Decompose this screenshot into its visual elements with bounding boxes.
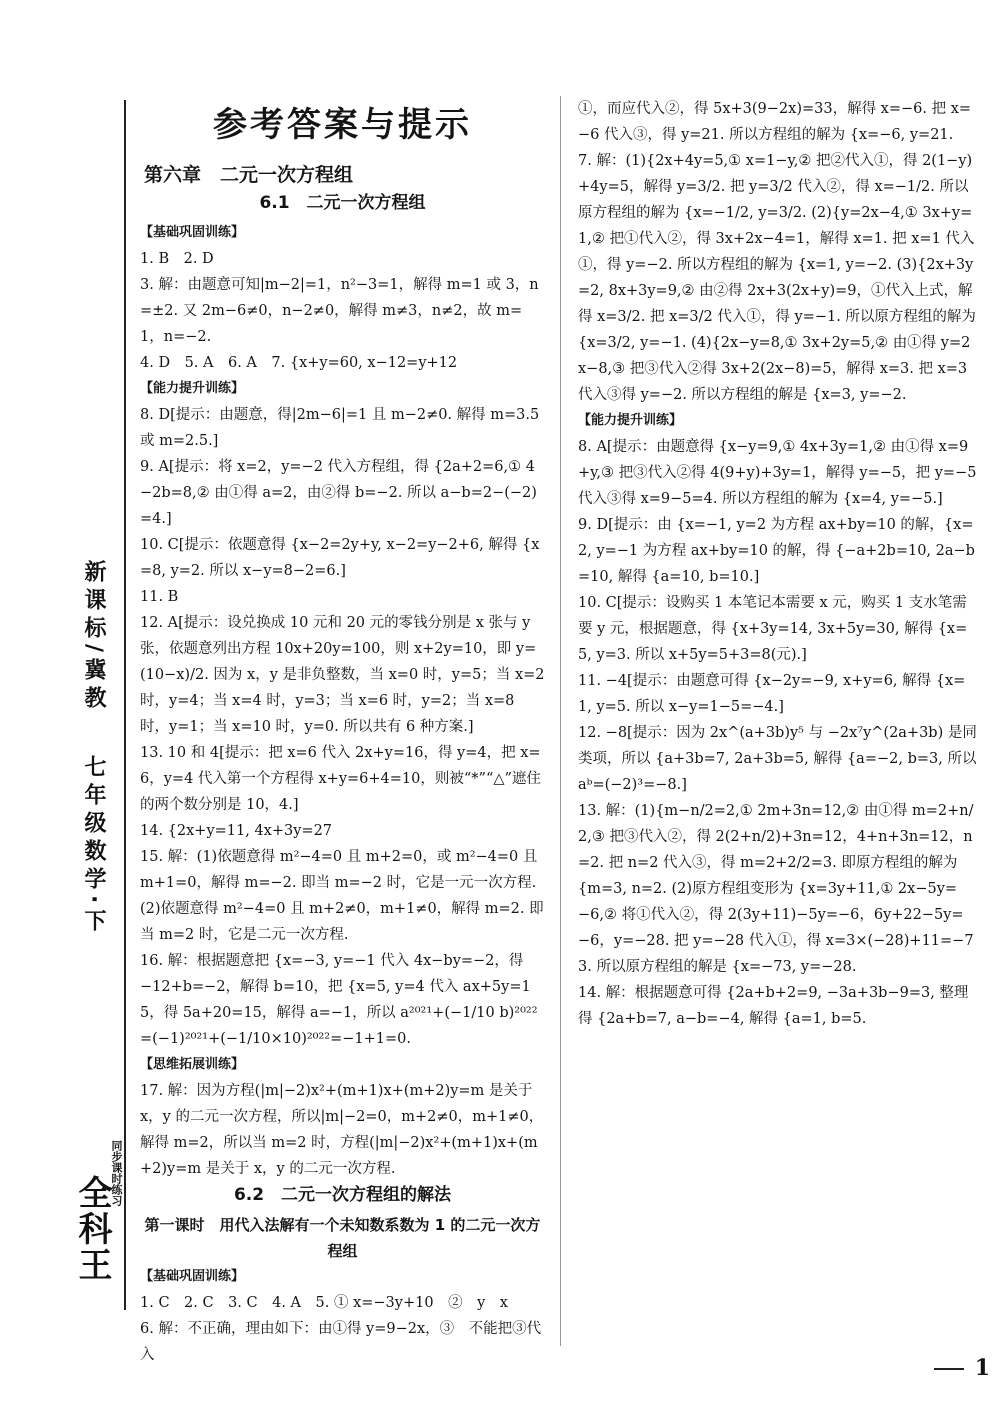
section-heading: 6.2 二元一次方程组的解法 — [233, 1185, 452, 1205]
answer-item: 15. 解：(1)依题意得 m²−4=0 且 m+2=0，或 m²−4=0 且 m+1=0，解得 m=−2. 即当 m=−2 时，它是一元一次方程. (2)依题意得 m²−4=0 且 m+2≠0，m+1≠0，解得 m=2. 即当 m=2 时，它是二元一次方程. — [140, 849, 544, 943]
answer-item: 7. 解：(1){2x+4y=5,① x=1−y,② 把②代入①，得 2(1−y)+4y=5，解得 y=3/2. 把 y=3/2 代入②，得 x=−1/2. 所以原方程组的解为 {x=−1/2, y=3/2. (2){y=2x−4,① 3x+y=1,② 把①代入②，得 3x+2x−4=1，解得 x=1. 把 x=1 代入①，得 y=−2. 所以方程组的解为 {x=1, y=−2. (3){2x+3y=2, 8x+3y=9,② 由②得 2x+3(2x+y)=9，①代入上式，解得 x=3/2. 把 x=3/2 代入①，得 y=−1. 所以原方程组的解为 {x=3/2, y=−1. (4){2x−y=8,① 3x+2y=5,② 由①得 y=2x−8,③ 把③代入②得 3x+2(2x−8)=5，解得 x=3. 把 x=3 代入③得 y=−2. 所以方程组的解是 {x=3, y=−2. — [578, 153, 976, 403]
answer-item: 3. 解：由题意可知|m−2|=1，n²−3=1，解得 m=1 或 3，n=±2. 又 2m−6≠0，n−2≠0，解得 m≠3，n≠2，故 m=1，n=−2. — [140, 277, 539, 345]
answer-item: 1. B 2. D — [140, 251, 214, 267]
left-column — [140, 100, 545, 1368]
spine-series: 新课标/冀教 — [81, 560, 106, 715]
answer-item: 10. C[提示：设购买 1 本笔记本需要 x 元，购买 1 支水笔需要 y 元，根据题意，得 {x+3y=14, 3x+5y=30, 解得 {x=5, y=3. 所以 x+5y=5+3=8(元).] — [578, 595, 968, 663]
answer-item: 14. {2x+y=11, 4x+3y=27 — [140, 823, 333, 839]
answer-item: 16. 解：根据题意把 {x=−3, y=−1 代入 4x−by=−2，得 −12+b=−2，解得 b=10，把 {x=5, y=4 代入 ax+5y=15，得 5a+20=15，解得 a=−1，所以 a²⁰²¹+(−1/10 b)²⁰²²=(−1)²⁰²¹+(−1/10×10)²⁰²²=−1+1=0. — [140, 953, 538, 1047]
answer-item: 11. −4[提示：由题意可得 {x−2y=−9, x+y=6, 解得 {x=1, y=5. 所以 x−y=1−5=−4.] — [578, 673, 966, 715]
left-body — [140, 190, 545, 1368]
spine-book: 七年级数学·下 — [81, 755, 106, 938]
right-column — [578, 96, 978, 1032]
lesson-heading: 第一课时 用代入法解有一个未知数系数为 1 的二元一次方程组 — [144, 1216, 541, 1260]
page-number-rule — [934, 1368, 964, 1370]
answer-item: 13. 10 和 4[提示：把 x=6 代入 2x+y=16，得 y=4，把 x=6，y=4 代入第一个方程得 x+y=6+4=10，则被“*”“△”遮住的两个数分别是 10，4.] — [140, 745, 541, 813]
page-title: 参考答案与提示 — [213, 105, 472, 145]
answer-item: 9. D[提示：由 {x=−1, y=2 为方程 ax+by=10 的解，{x=2, y=−1 为方程 ax+by=10 的解，得 {−a+2b=10, 2a−b=10, 解得 {a=10, b=10.] — [578, 517, 975, 585]
answer-item: 8. D[提示：由题意，得|2m−6|=1 且 m−2≠0. 解得 m=3.5 或 m=2.5.] — [140, 407, 540, 449]
answer-item: ①，而应代入②，得 5x+3(9−2x)=33，解得 x=−6. 把 x=−6 代入③，得 y=21. 所以方程组的解为 {x=−6, y=21. — [578, 101, 972, 143]
answer-item: 12. A[提示：设兑换成 10 元和 20 元的零钱分别是 x 张与 y 张，依题意列出方程 10x+20y=100，则 x+2y=10，即 y=(10−x)/2. 因为 x，y 是非负整数，当 x=0 时，y=5；当 x=2 时，y=4；当 x=4 时，y=3；当 x=6 时，y=2；当 x=8 时，y=1；当 x=10 时，y=0. 所以共有 6 种方案.] — [140, 615, 545, 735]
chapter-heading: 第六章 二元一次方程组 — [144, 164, 354, 186]
exercise-header: 【能力提升训练】 — [578, 413, 683, 428]
column-separator — [560, 96, 561, 1346]
exercise-header: 【基础巩固训练】 — [140, 225, 245, 240]
right-body — [578, 96, 978, 1032]
exercise-header: 【基础巩固训练】 — [140, 1269, 245, 1284]
answer-item: 8. A[提示：由题意得 {x−y=9,① 4x+3y=1,② 由①得 x=9+y,③ 把③代入②得 4(9+y)+3y=1，解得 y=−5，把 y=−5 代入③得 x=9−5=4. 所以方程组的解为 {x=4, y=−5.] — [578, 439, 977, 507]
answer-item: 4. D 5. A 6. A 7. {x+y=60, x−12=y+12 — [140, 355, 458, 371]
spine-divider — [124, 100, 126, 1310]
spine-brand: 全科王 — [72, 1175, 112, 1283]
answer-item: 6. 解：不正确，理由如下：由①得 y=9−2x，③ 不能把③代入 — [140, 1321, 542, 1363]
answer-item: 10. C[提示：依题意得 {x−2=2y+y, x−2=y−2+6, 解得 {x=8, y=2. 所以 x−y=8−2=6.] — [140, 537, 540, 579]
exercise-header: 【思维拓展训练】 — [140, 1057, 245, 1072]
answer-item: 11. B — [140, 589, 179, 605]
exercise-header: 【能力提升训练】 — [140, 381, 245, 396]
answer-item: 9. A[提示：将 x=2，y=−2 代入方程组，得 {2a+2=6,① 4−2b=8,② 由①得 a=2，由②得 b=−2. 所以 a−b=2−(−2)=4.] — [140, 459, 537, 527]
answer-item: 14. 解：根据题意可得 {2a+b+2=9, −3a+3b−9=3, 整理得 {2a+b=7, a−b=−4, 解得 {a=1, b=5. — [578, 985, 969, 1027]
answer-item: 12. −8[提示：因为 2x^(a+3b)y⁵ 与 −2x⁷y^(2a+3b) 是同类项，所以 {a+3b=7, 2a+3b=5, 解得 {a=−2, b=3, 所以 aᵇ=(−2)³=−8.] — [578, 725, 977, 793]
answer-item: 17. 解：因为方程(|m|−2)x²+(m+1)x+(m+2)y=m 是关于 x，y 的二元一次方程，所以|m|−2=0，m+2≠0，m+1≠0，解得 m=2，所以当 m=2 时，方程(|m|−2)x²+(m+1)x+(m+2)y=m 是关于 x，y 的二元一次方程. — [140, 1083, 544, 1177]
section-heading: 6.1 二元一次方程组 — [259, 193, 426, 213]
answer-item: 13. 解：(1){m−n/2=2,① 2m+3n=12,② 由①得 m=2+n/2,③ 把③代入②，得 2(2+n/2)+3n=12，4+n+3n=12，n=2. 把 n=2 代入③，得 m=2+2/2=3. 即原方程组的解为 {m=3, n=2. (2)原方程组变形为 {x=3y+11,① 2x−5y=−6,② 将①代入②，得 2(3y+11)−5y=−6，6y+22−5y=−6，y=−28. 把 y=−28 代入①，得 x=3×(−28)+11=−73. 所以原方程组的解是 {x=−73, y=−28. — [578, 803, 974, 975]
answer-item: 1. C 2. C 3. C 4. A 5. ① x=−3y+10 ② y x — [140, 1295, 508, 1311]
spine-sub: 同步课时练习 — [110, 1140, 123, 1206]
page-number: 1 — [974, 1355, 990, 1381]
